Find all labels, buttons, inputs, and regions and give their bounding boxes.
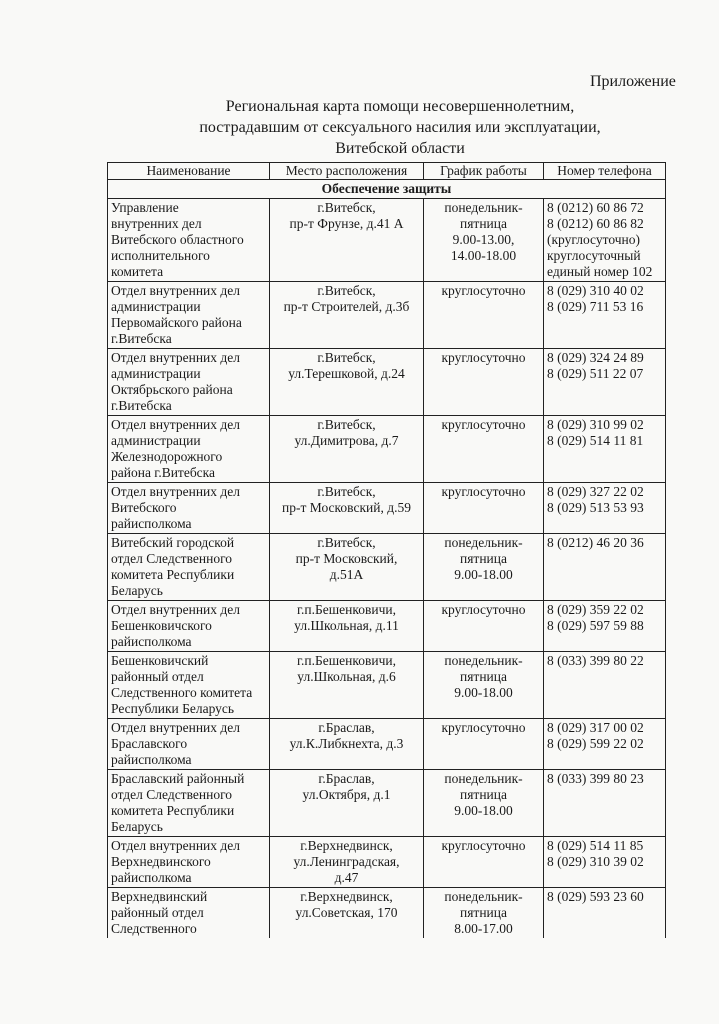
schedule-cell (424, 770, 544, 837)
address-cell (270, 199, 424, 282)
address-line: г.Верхнедвинск, (300, 838, 393, 853)
title-line: пострадавшим от сексуального насилия или эксплуатации, (199, 119, 601, 136)
help-map-table (107, 162, 666, 938)
schedule-line: пятница (460, 787, 507, 802)
org-name-line: внутренних дел (111, 216, 202, 231)
address-line: пр-т Фрунзе, д.41 А (289, 216, 404, 231)
org-name-cell (108, 534, 270, 601)
table-header-row (108, 163, 666, 180)
phone-line: 8 (0212) 60 86 82 (547, 216, 644, 231)
phone-line: 8 (029) 310 39 02 (547, 854, 644, 869)
org-name-line: Отдел внутренних дел (111, 283, 240, 298)
address-cell (270, 349, 424, 416)
org-name-line: Отдел внутренних дел (111, 838, 240, 853)
schedule-line: круглосуточно (441, 350, 526, 365)
schedule-cell (424, 416, 544, 483)
org-name-line: Отдел внутренних дел (111, 484, 240, 499)
org-name-cell (108, 770, 270, 837)
phone-line: 8 (029) 310 99 02 (547, 417, 644, 432)
phone-cell (544, 349, 666, 416)
schedule-line: 9.00-18.00 (454, 685, 513, 700)
phone-line: 8 (029) 597 59 88 (547, 618, 644, 633)
address-line: г.Браслав, (318, 771, 375, 786)
document-title (140, 96, 660, 159)
org-name-cell (108, 483, 270, 534)
phone-cell (544, 601, 666, 652)
address-cell (270, 652, 424, 719)
address-line: г.Браслав, (318, 720, 375, 735)
address-line: г.Витебск, (317, 535, 376, 550)
org-name-line: районный отдел (111, 669, 204, 684)
org-name-line: Витебского (111, 500, 177, 515)
schedule-cell (424, 534, 544, 601)
phone-line: 8 (029) 593 23 60 (547, 889, 644, 904)
address-line: г.Верхнедвинск, (300, 889, 393, 904)
table-row (108, 199, 666, 282)
address-line: ул.Ленинградская, (293, 854, 400, 869)
schedule-cell (424, 837, 544, 888)
schedule-line: пятница (460, 905, 507, 920)
org-name-line: Бешенковичского (111, 618, 212, 633)
title-line: Региональная карта помощи несовершеннолетним, (225, 98, 575, 115)
table-row (108, 483, 666, 534)
address-cell (270, 888, 424, 939)
org-name-cell (108, 837, 270, 888)
phone-line: 8 (0212) 60 86 72 (547, 200, 644, 215)
schedule-cell (424, 719, 544, 770)
phone-cell (544, 770, 666, 837)
section-title: Обеспечение защиты (108, 180, 666, 199)
org-name-line: Браславский районный (111, 771, 245, 786)
org-name-line: Железнодорожного (111, 449, 223, 464)
org-name-line: Беларусь (111, 819, 163, 834)
appendix-label: Приложение (590, 73, 676, 90)
phone-line: круглосуточный (547, 248, 641, 263)
address-cell (270, 416, 424, 483)
address-line: ул.Октября, д.1 (302, 787, 391, 802)
address-line: г.п.Бешенковичи, (297, 653, 396, 668)
column-header-phone: Номер телефона (544, 163, 666, 180)
org-name-line: райисполкома (111, 752, 192, 767)
org-name-line: отдел Следственного (111, 551, 233, 566)
title-line: Витебской области (335, 140, 465, 157)
schedule-cell (424, 282, 544, 349)
table-row (108, 601, 666, 652)
schedule-line: круглосуточно (441, 838, 526, 853)
org-name-line: Следственного комитета (111, 685, 253, 700)
org-name-line: Отдел внутренних дел (111, 602, 240, 617)
address-line: г.п.Бешенковичи, (297, 602, 396, 617)
schedule-line: круглосуточно (441, 602, 526, 617)
schedule-line: 14.00-18.00 (450, 248, 517, 263)
schedule-cell (424, 483, 544, 534)
org-name-line: Витебского областного (111, 232, 244, 247)
phone-cell (544, 483, 666, 534)
phone-line: 8 (029) 711 53 16 (547, 299, 644, 314)
schedule-line: пятница (460, 551, 507, 566)
org-name-line: Отдел внутренних дел (111, 417, 240, 432)
table-row (108, 837, 666, 888)
org-name-line: Отдел внутренних дел (111, 350, 240, 365)
schedule-line: 9.00-13.00, (452, 232, 515, 247)
phone-line: единый номер 102 (547, 264, 653, 279)
phone-line: 8 (029) 513 53 93 (547, 500, 644, 515)
org-name-cell (108, 349, 270, 416)
phone-line: 8 (029) 359 22 02 (547, 602, 644, 617)
phone-line: 8 (029) 324 24 89 (547, 350, 644, 365)
column-header-schedule: График работы (424, 163, 544, 180)
org-name-line: комитета Республики (111, 803, 235, 818)
phone-line: 8 (029) 511 22 07 (547, 366, 644, 381)
table-row (108, 719, 666, 770)
org-name-cell (108, 601, 270, 652)
org-name-line: Следственного (111, 921, 197, 936)
org-name-line: райисполкома (111, 634, 192, 649)
phone-line: 8 (029) 599 22 02 (547, 736, 644, 751)
phone-cell (544, 282, 666, 349)
org-name-line: Первомайского района (111, 315, 242, 330)
table-row (108, 888, 666, 939)
phone-line: (круглосуточно) (547, 232, 640, 247)
schedule-line: 8.00-17.00 (454, 921, 513, 936)
phone-line: 8 (029) 327 22 02 (547, 484, 644, 499)
org-name-cell (108, 282, 270, 349)
org-name-line: Отдел внутренних дел (111, 720, 240, 735)
org-name-line: администрации (111, 433, 201, 448)
org-name-line: Республики Беларусь (111, 701, 235, 716)
schedule-line: понедельник- (444, 200, 523, 215)
org-name-cell (108, 199, 270, 282)
address-cell (270, 483, 424, 534)
address-cell (270, 719, 424, 770)
address-line: ул.Терешковой, д.24 (288, 366, 405, 381)
address-line: г.Витебск, (317, 200, 376, 215)
schedule-line: пятница (460, 669, 507, 684)
table-row (108, 534, 666, 601)
address-line: пр-т Строителей, д.3б (283, 299, 410, 314)
schedule-line: понедельник- (444, 771, 523, 786)
phone-cell (544, 837, 666, 888)
org-name-line: райисполкома (111, 870, 192, 885)
schedule-line: 9.00-18.00 (454, 567, 513, 582)
address-line: ул.Димитрова, д.7 (294, 433, 399, 448)
address-line: пр-т Московский, д.59 (282, 500, 411, 515)
org-name-line: Верхнедвинский (111, 889, 208, 904)
schedule-line: круглосуточно (441, 283, 526, 298)
schedule-line: пятница (460, 216, 507, 231)
org-name-line: Октябрьского района (111, 382, 233, 397)
column-header-name: Наименование (108, 163, 270, 180)
org-name-line: комитета (111, 264, 164, 279)
schedule-line: круглосуточно (441, 720, 526, 735)
schedule-line: круглосуточно (441, 417, 526, 432)
org-name-line: райисполкома (111, 516, 192, 531)
schedule-line: 9.00-18.00 (454, 803, 513, 818)
org-name-line: администрации (111, 366, 201, 381)
org-name-line: исполнительного (111, 248, 210, 263)
org-name-cell (108, 416, 270, 483)
address-line: ул.К.Либкнехта, д.3 (289, 736, 404, 751)
phone-cell (544, 652, 666, 719)
org-name-line: районный отдел (111, 905, 204, 920)
address-line: ул.Школьная, д.11 (294, 618, 399, 633)
phone-line: 8 (029) 514 11 85 (547, 838, 644, 853)
address-cell (270, 770, 424, 837)
address-line: г.Витебск, (317, 350, 376, 365)
org-name-line: Управление (111, 200, 179, 215)
phone-line: 8 (029) 310 40 02 (547, 283, 644, 298)
org-name-line: Бешенковичский (111, 653, 209, 668)
address-cell (270, 601, 424, 652)
schedule-cell (424, 199, 544, 282)
org-name-line: г.Витебска (111, 331, 172, 346)
table-row (108, 349, 666, 416)
org-name-line: администрации (111, 299, 201, 314)
org-name-cell (108, 888, 270, 939)
address-line: ул.Школьная, д.6 (297, 669, 396, 684)
schedule-cell (424, 349, 544, 416)
phone-cell (544, 199, 666, 282)
address-line: ул.Советская, 170 (295, 905, 398, 920)
org-name-line: отдел Следственного (111, 787, 233, 802)
table-row (108, 416, 666, 483)
phone-line: 8 (0212) 46 20 36 (547, 535, 644, 550)
address-cell (270, 534, 424, 601)
phone-line: 8 (033) 399 80 23 (547, 771, 644, 786)
phone-line: 8 (033) 399 80 22 (547, 653, 644, 668)
phone-line: 8 (029) 514 11 81 (547, 433, 644, 448)
address-line: д.47 (334, 870, 359, 885)
phone-cell (544, 534, 666, 601)
phone-cell (544, 888, 666, 939)
schedule-line: понедельник- (444, 535, 523, 550)
phone-line: 8 (029) 317 00 02 (547, 720, 644, 735)
schedule-cell (424, 652, 544, 719)
table-row (108, 652, 666, 719)
schedule-cell (424, 601, 544, 652)
schedule-cell (424, 888, 544, 939)
org-name-line: района г.Витебска (111, 465, 216, 480)
address-line: г.Витебск, (317, 484, 376, 499)
org-name-line: Браславского (111, 736, 188, 751)
address-line: г.Витебск, (317, 283, 376, 298)
address-line: д.51А (329, 567, 364, 582)
org-name-cell (108, 652, 270, 719)
address-line: пр-т Московский, (295, 551, 398, 566)
org-name-line: г.Витебска (111, 398, 172, 413)
address-cell (270, 837, 424, 888)
address-line: г.Витебск, (317, 417, 376, 432)
org-name-line: Верхнедвинского (111, 854, 211, 869)
schedule-line: понедельник- (444, 889, 523, 904)
org-name-line: Беларусь (111, 583, 163, 598)
column-header-address: Место расположения (270, 163, 424, 180)
schedule-line: круглосуточно (441, 484, 526, 499)
table-row (108, 770, 666, 837)
phone-cell (544, 719, 666, 770)
org-name-line: комитета Республики (111, 567, 235, 582)
org-name-cell (108, 719, 270, 770)
phone-cell (544, 416, 666, 483)
org-name-line: Витебский городской (111, 535, 235, 550)
address-cell (270, 282, 424, 349)
table-row (108, 282, 666, 349)
schedule-line: понедельник- (444, 653, 523, 668)
section-row (108, 180, 666, 199)
